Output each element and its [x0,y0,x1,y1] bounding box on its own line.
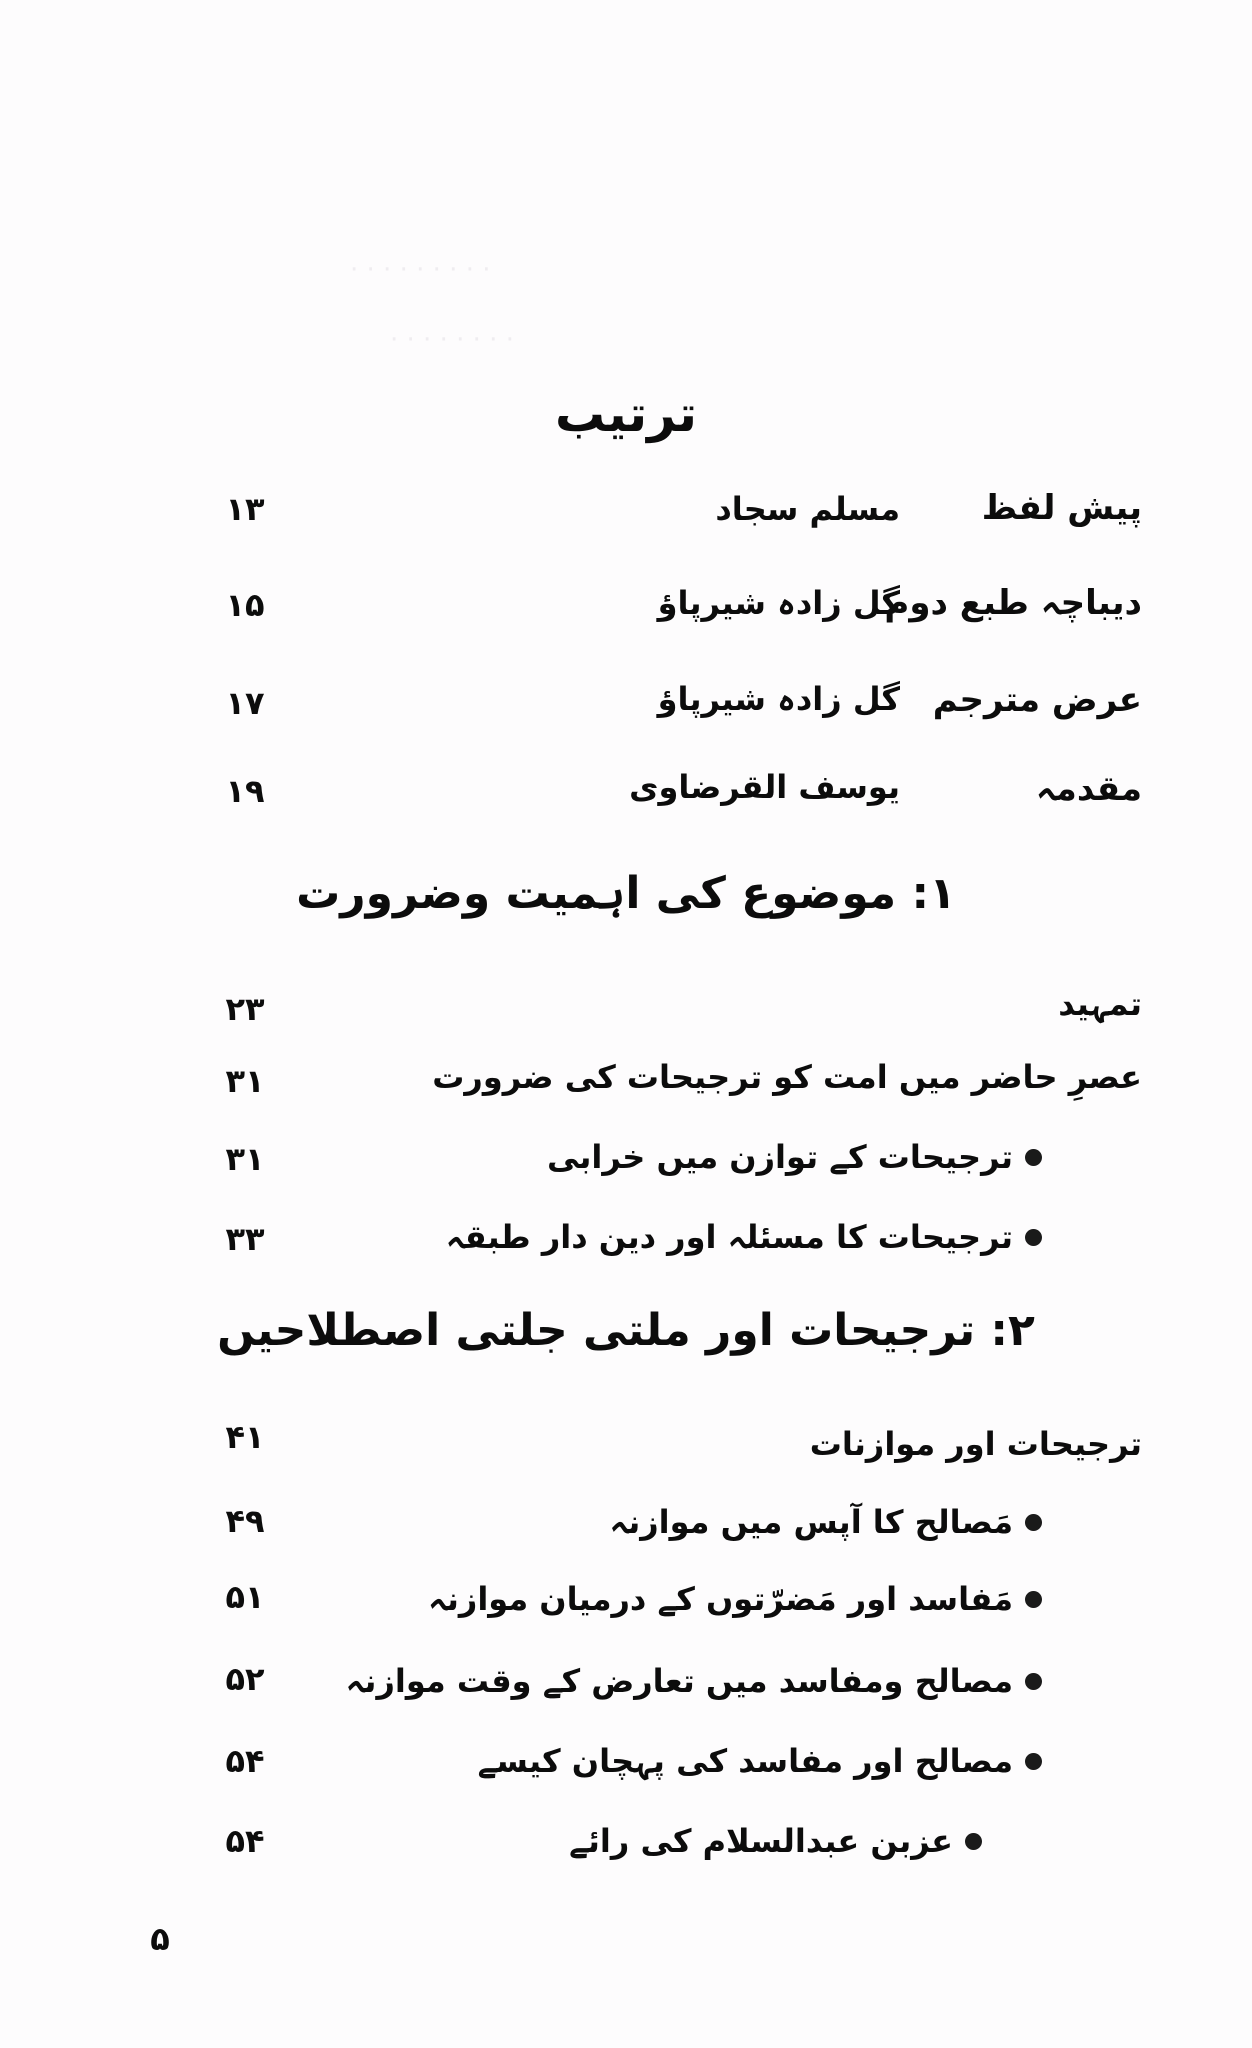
toc-author: گل زادہ شیرپاؤ [657,584,900,622]
bullet-icon [1025,1514,1042,1531]
chapter-heading-1: ۱: موضوع کی اہمیت وضرورت [296,868,956,919]
toc-entry-text: مَصالح کا آپس میں موازنہ [609,1503,1013,1541]
page-number: ۵ [150,1920,170,1958]
bullet-icon [1025,1591,1042,1608]
toc-page-number: ۵۴ [225,1822,265,1860]
bullet-icon [1025,1753,1042,1770]
show-through-text: · · · · · · · · [390,325,514,355]
toc-page-number: ۵۲ [225,1660,265,1698]
toc-author: یوسف القرضاوی [629,768,900,806]
toc-page-number: ۵۱ [225,1578,265,1616]
toc-page-number: ۳۱ [225,1062,265,1100]
toc-page-number: ۵۴ [225,1742,265,1780]
toc-page-number: ۴۱ [225,1418,265,1456]
toc-bullet-entry [346,1662,1042,1700]
bullet-icon [1025,1229,1042,1246]
toc-page-number: ۱۵ [225,586,265,624]
toc-entry: تمہید [1058,985,1142,1023]
toc-entry-text: مَفاسد اور مَضرّتوں کے درمیان موازنہ [428,1580,1013,1618]
toc-page-number: ۳۳ [225,1220,265,1258]
toc-author: گل زادہ شیرپاؤ [657,680,900,718]
toc-bullet-entry [609,1503,1042,1541]
toc-entry-text: مصالح ومفاسد میں تعارض کے وقت موازنہ [345,1662,1013,1700]
toc-entry-text: مصالح اور مفاسد کی پہچان کیسے [477,1742,1013,1780]
page-title: ترتیب [555,385,697,443]
show-through-text: · · · · · · · · · [350,255,491,285]
toc-entry: عصرِ حاضر میں امت کو ترجیحات کی ضرورت [432,1058,1142,1096]
bullet-icon [965,1833,982,1850]
chapter-heading-2: ۲: ترجیحات اور ملتی جلتی اصطلاحیں [217,1305,1035,1356]
toc-entry-text: ترجیحات کا مسئلہ اور دین دار طبقہ [445,1218,1013,1256]
toc-bullet-entry [478,1742,1042,1780]
toc-page-number: ۱۳ [225,490,265,528]
toc-bullet-entry [547,1138,1042,1176]
toc-page-number: ۱۷ [225,684,265,722]
toc-page-number: ۴۹ [225,1502,265,1540]
toc-bullet-entry [446,1218,1042,1256]
toc-label-foreword: پیش لفظ [981,488,1142,528]
toc-page-number: ۳۱ [225,1140,265,1178]
bullet-icon [1025,1673,1042,1690]
toc-bullet-entry [569,1822,982,1860]
toc-label-translator-note: عرض مترجم [932,680,1142,720]
toc-entry: ترجیحات اور موازنات [809,1425,1142,1463]
toc-entry-text: ترجیحات کے توازن میں خرابی [547,1138,1013,1176]
bullet-icon [1025,1149,1042,1166]
toc-label-preface-second-edition: دیباچہ طبع دوم [884,583,1142,623]
toc-entry-text: عزبن عبدالسلام کی رائے [569,1822,953,1860]
toc-page-number: ۲۳ [225,990,265,1028]
toc-page-number: ۱۹ [225,772,265,810]
toc-label-introduction: مقدمہ [1035,769,1142,809]
toc-bullet-entry [428,1580,1042,1618]
toc-author: مسلم سجاد [715,490,900,528]
